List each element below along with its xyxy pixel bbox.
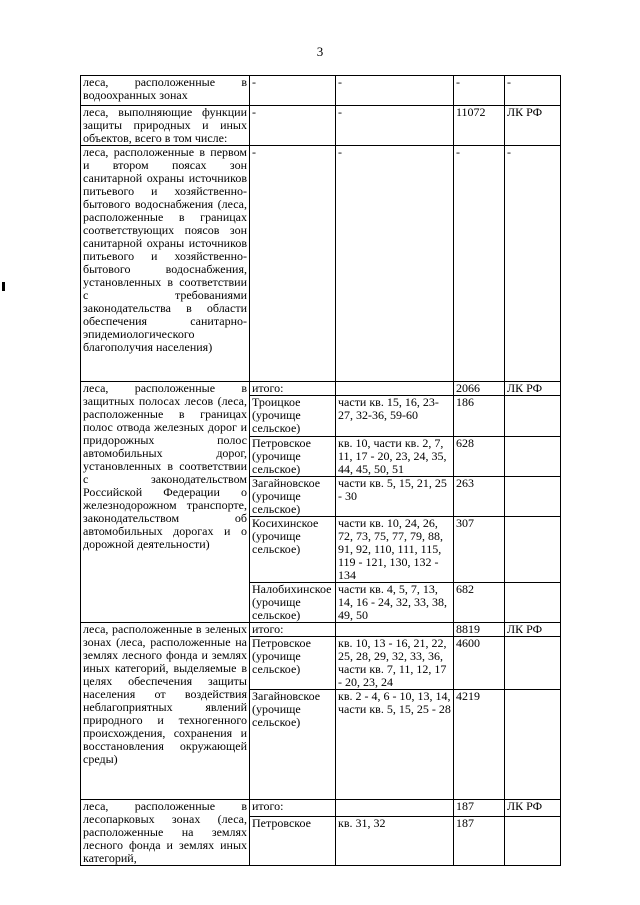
table-row [81,623,561,637]
area-cell: 8819 [454,623,505,637]
quarters-cell: - [336,106,454,146]
forest-category-cell [81,623,250,800]
forest-category-text: леса, расположенные в защитных полосах лесов (леса, расположенные в границах полос отвода железных дорог и придорожных полос автомобильных дорог, установленных в соответствии с законодательством Российской Федерации о железнодорожном транспорте, законодательством об автомобильных дорогах и о дорожной деятельности) [83,381,247,551]
quarters-cell: кв. 2 - 4, 6 - 10, 13, 14, части кв. 5, 15, 25 - 28 [336,690,454,800]
regulator-cell: - [505,76,561,106]
location-cell: итого: [250,800,336,817]
area-cell: 4219 [454,690,505,800]
location-cell: Петровское [250,817,336,866]
area-cell: 628 [454,437,505,477]
regulator-cell [505,396,561,437]
location-cell: - [250,146,336,382]
regulator-cell: ЛК РФ [505,623,561,637]
quarters-cell: части кв. 5, 15, 21, 25 - 30 [336,477,454,517]
regulator-cell: - [505,146,561,382]
regulator-cell [505,517,561,583]
area-cell: 4600 [454,637,505,690]
quarters-cell: части кв. 15, 16, 23-27, 32-36, 59-60 [336,396,454,437]
page-number: 3 [316,44,324,59]
quarters-cell: - [336,146,454,382]
location-cell: Петровское (урочище сельское) [250,637,336,690]
regulator-cell [505,583,561,623]
forest-category-cell [81,800,250,866]
quarters-cell: кв. 10, части кв. 2, 7, 11, 17 - 20, 23, 24, 35, 44, 45, 50, 51 [336,437,454,477]
forest-category-text: леса, расположенные в лесопарковых зонах (леса, расположенные на землях лесного фонда и землях иных категорий, [83,799,247,865]
area-cell: 187 [454,800,505,817]
quarters-cell: кв. 31, 32 [336,817,454,866]
area-cell: 263 [454,477,505,517]
margin-mark [2,282,5,291]
forest-category-cell [81,76,250,106]
quarters-cell: части кв. 4, 5, 7, 13, 14, 16 - 24, 32, 33, 38, 49, 50 [336,583,454,623]
quarters-cell [336,623,454,637]
forest-category-text: леса, выполняющие функции защиты природных и иных объектов, всего в том числе: [83,105,247,145]
quarters-cell: - [336,76,454,106]
forest-protection-table [80,75,561,866]
area-cell: 11072 [454,106,505,146]
location-cell: итого: [250,382,336,396]
regulator-cell [505,817,561,866]
location-cell: итого: [250,623,336,637]
regulator-cell: ЛК РФ [505,106,561,146]
regulator-cell [505,690,561,800]
regulator-cell [505,637,561,690]
regulator-cell [505,477,561,517]
area-cell: 307 [454,517,505,583]
table-row [81,382,561,396]
location-cell: Троицкое (урочище сельское) [250,396,336,437]
location-cell: Загайновское (урочище сельское) [250,690,336,800]
forest-category-text: леса, расположенные в зеленых зонах (леса, расположенные на землях лесного фонда и землях иных категорий, выделяемые в целях обеспечения защиты населения от воздействия неблагоприятных явлений природного и техногенного происхождения, сохранения и восстановления окружающей среды) [83,622,247,766]
regulator-cell: ЛК РФ [505,382,561,396]
location-cell: Петровское (урочище сельское) [250,437,336,477]
area-cell: - [454,76,505,106]
area-cell: 187 [454,817,505,866]
table-row [81,76,561,106]
location-cell: - [250,106,336,146]
location-cell: Загайновское (урочище сельское) [250,477,336,517]
table-row [81,106,561,146]
forest-category-cell [81,146,250,382]
regulator-cell [505,437,561,477]
quarters-cell: кв. 10, 13 - 16, 21, 22, 25, 28, 29, 32, 33, 36, части кв. 7, 11, 12, 17 - 20, 23, 24 [336,637,454,690]
table-row [81,800,561,817]
location-cell: - [250,76,336,106]
area-cell: 2066 [454,382,505,396]
quarters-cell [336,382,454,396]
forest-category-cell [81,382,250,623]
table-row [81,146,561,382]
forest-category-text: леса, расположенные в первом и втором поясах зон санитарной охраны источников питьевого и хозяйственно-бытового водоснабжения (леса, расположенные в границах соответствующих поясов зон санитарной охраны источников питьевого и хозяйственно-бытового водоснабжения, установленных в соответствии с требованиями законодательства в области обеспечения санитарно-эпидемиологического благополучия населения) [83,145,247,354]
quarters-cell [336,800,454,817]
area-cell: - [454,146,505,382]
location-cell: Косихинское (урочище сельское) [250,517,336,583]
area-cell: 682 [454,583,505,623]
location-cell: Налобихинское (урочище сельское) [250,583,336,623]
quarters-cell: части кв. 10, 24, 26, 72, 73, 75, 77, 79, 88, 91, 92, 110, 111, 115, 119 - 121, 130, 132 - 134 [336,517,454,583]
forest-category-text: леса, расположенные в водоохранных зонах [83,75,247,102]
area-cell: 186 [454,396,505,437]
forest-category-cell [81,106,250,146]
regulator-cell: ЛК РФ [505,800,561,817]
